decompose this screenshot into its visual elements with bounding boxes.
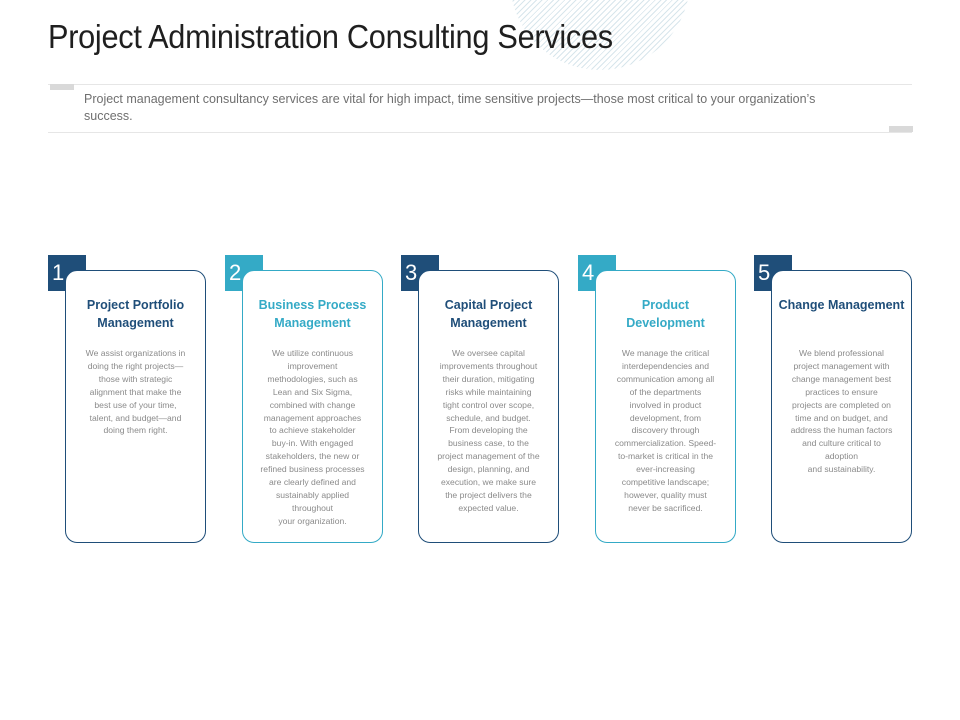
service-card-4 <box>578 255 738 545</box>
accent-bar-left <box>50 84 74 90</box>
card-title: Change Management <box>778 298 905 312</box>
page-title: Project Administration Consulting Services <box>48 18 613 55</box>
card-number-badge: 2 <box>225 255 263 291</box>
page-subtitle: Project management consultancy services are vital for high impact, time sensitive projects—those most critical to your organization’s success. <box>84 92 816 123</box>
card-number-badge: 3 <box>401 255 439 291</box>
card-description: We assist organizations in doing the right projects— those with strategic alignment that make the best use of your time, talent, and budget—and doing them right. <box>85 348 186 436</box>
card-description: We oversee capital improvements throughout their duration, mitigating risks while maintaining tight control over scope, schedule, and budget. From developing the business case, to the project management of the design, planning, and execution, we make sure the project delivers the expected value. <box>437 348 540 513</box>
card-title: Capital Project Management <box>444 298 533 330</box>
accent-bar-right <box>889 126 913 132</box>
card-title: Project Portfolio Management <box>86 298 185 330</box>
card-number-badge: 4 <box>578 255 616 291</box>
card-number-badge: 1 <box>48 255 86 291</box>
card-title: Business Process Management <box>258 298 367 330</box>
card-description: We utilize continuous improvement methodologies, such as Lean and Six Sigma, combined with change management approaches to achieve stakeholder buy-in. With engaged stakeholders, the new or refined business processes are clearly defined and sustainably applied throughout your organization. <box>260 348 365 526</box>
card-panel <box>242 270 383 543</box>
card-panel <box>771 270 912 543</box>
service-card-5 <box>754 255 914 545</box>
service-card-3 <box>401 255 561 545</box>
card-panel <box>418 270 559 543</box>
card-title: Product Development <box>626 298 705 330</box>
service-card-1 <box>48 255 208 545</box>
card-panel <box>595 270 736 543</box>
card-number-badge: 5 <box>754 255 792 291</box>
card-panel <box>65 270 206 543</box>
card-description: We blend professional project management with change management best practices to ensure projects are completed on time and on budget, and address the human factors and culture critical to adoption and sustainability. <box>790 348 893 475</box>
service-card-2 <box>225 255 385 545</box>
card-description: We manage the critical interdependencies and communication among all of the departments involved in product development, from discovery through commercialization. Speed- to-market is critical in the ever-increasing competitive landscape; however, quality must never be sacrificed. <box>614 348 717 513</box>
